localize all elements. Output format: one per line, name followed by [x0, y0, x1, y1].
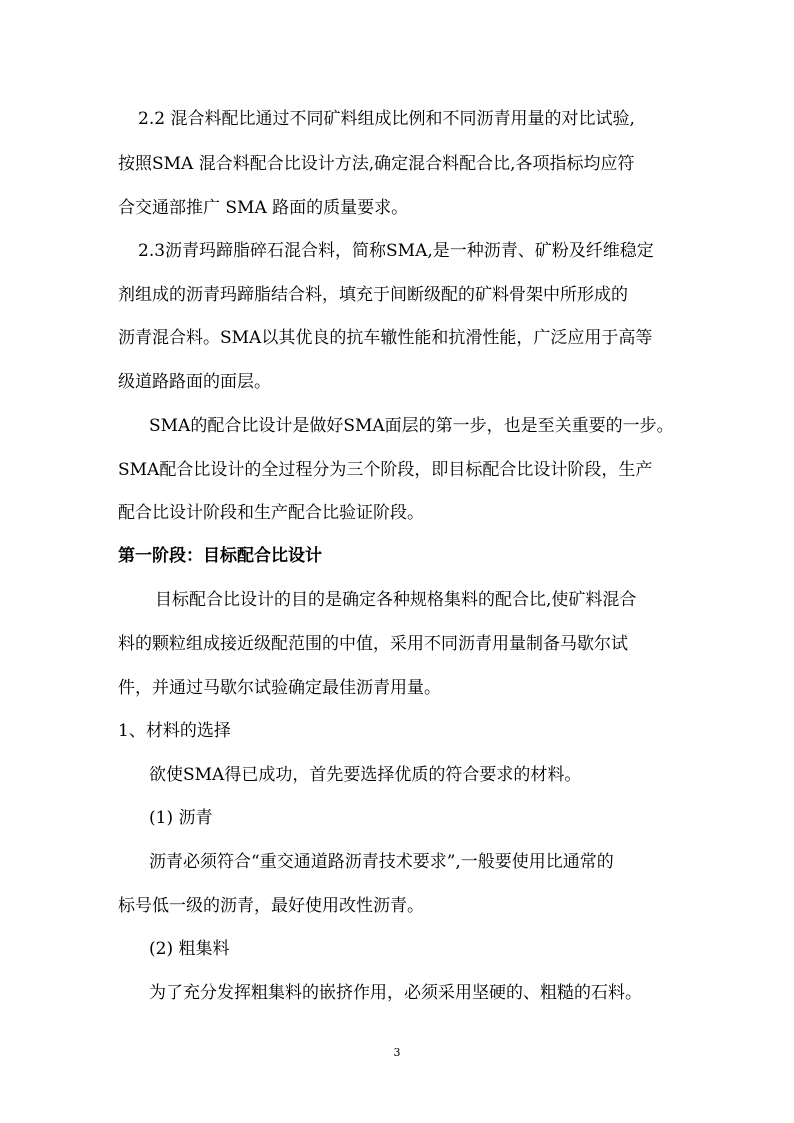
- paragraph-line: 料的颗粒组成接近级配范围的中值，采用不同沥青用量制备马歇尔试: [118, 634, 628, 654]
- paragraph-line: 目标配合比设计的目的是确定各种规格集料的配合比,使矿料混合: [155, 590, 637, 610]
- subsection-heading: 1、材料的选择: [118, 721, 231, 741]
- paragraph-line: 2.2 混合料配比通过不同矿料组成比例和不同沥青用量的对比试验,: [138, 109, 635, 129]
- paragraph-line: 件，并通过马歇尔试验确定最佳沥青用量。: [118, 678, 441, 698]
- page-number: 3: [393, 1046, 401, 1059]
- item-heading: (1) 沥青: [149, 808, 213, 828]
- paragraph-line: SMA的配合比设计是做好SMA面层的第一步，也是至关重要的一步。: [149, 416, 674, 436]
- paragraph-line: 沥青必须符合“重交通道路沥青技术要求”,一般要使用比通常的: [149, 852, 614, 872]
- paragraph-line: SMA配合比设计的全过程分为三个阶段，即目标配合比设计阶段，生产: [118, 460, 653, 480]
- paragraph-line: 级道路路面的面层。: [118, 372, 271, 392]
- paragraph-line: 沥青混合料。SMA以其优良的抗车辙性能和抗滑性能，广泛应用于高等: [118, 328, 653, 348]
- paragraph-line: 按照SMA 混合料配合比设计方法,确定混合料配合比,各项指标均应符: [118, 154, 635, 174]
- paragraph-line: 合交通部推广 SMA 路面的质量要求。: [118, 198, 409, 218]
- paragraph-line: 标号低一级的沥青，最好使用改性沥青。: [118, 896, 424, 916]
- paragraph-line: 2.3沥青玛蹄脂碎石混合料，简称SMA,是一种沥青、矿粉及纤维稳定: [138, 241, 654, 261]
- paragraph-line: 欲使SMA得已成功，首先要选择优质的符合要求的材料。: [149, 765, 582, 785]
- section-heading: 第一阶段：目标配合比设计: [118, 546, 322, 566]
- paragraph-line: 为了充分发挥粗集料的嵌挤作用，必须采用坚硬的、粗糙的石料。: [149, 983, 642, 1003]
- item-heading: (2) 粗集料: [149, 939, 230, 959]
- paragraph-line: 配合比设计阶段和生产配合比验证阶段。: [118, 503, 424, 523]
- paragraph-line: 剂组成的沥青玛蹄脂结合料，填充于间断级配的矿料骨架中所形成的: [118, 285, 628, 305]
